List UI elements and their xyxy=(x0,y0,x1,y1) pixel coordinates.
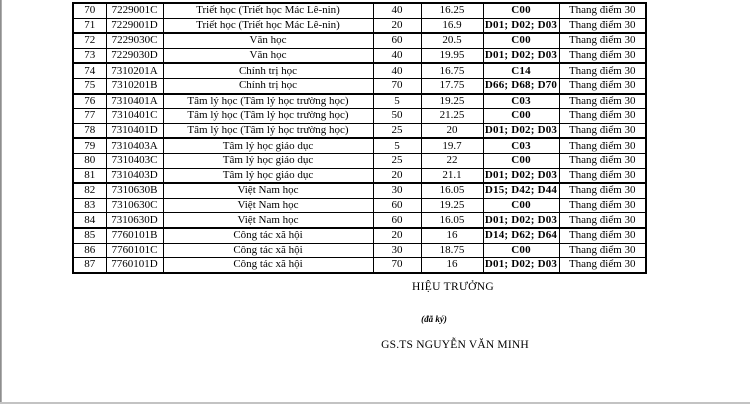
cell-major: Triết học (Triết học Mác Lê-nin) xyxy=(163,18,373,33)
table-row xyxy=(73,48,646,63)
cell-scale: Thang điểm 30 xyxy=(559,228,646,243)
cell-code: 7310401A xyxy=(106,94,163,109)
cell-major: Tâm lý học giáo dục xyxy=(163,153,373,168)
cell-score: 16 xyxy=(421,228,483,243)
cell-major: Tâm lý học giáo dục xyxy=(163,138,373,153)
cell-code: 7310401C xyxy=(106,109,163,124)
cell-code: 7310401D xyxy=(106,123,163,138)
cell-comb: C00 xyxy=(483,243,559,258)
cell-quota: 25 xyxy=(373,153,421,168)
cell-quota: 60 xyxy=(373,198,421,213)
cell-comb: D01; D02; D03 xyxy=(483,168,559,183)
cell-comb: D14; D62; D64 xyxy=(484,229,558,242)
cell-major: Việt Nam học xyxy=(163,183,373,198)
cell-score: 22 xyxy=(421,153,483,168)
cell-quota: 20 xyxy=(373,168,421,183)
cell-quota: 20 xyxy=(373,18,421,33)
cell-stt: 71 xyxy=(73,18,106,33)
cell-major: Việt Nam học xyxy=(163,198,373,213)
cell-scale: Thang điểm 30 xyxy=(559,198,646,213)
table-row xyxy=(73,153,646,168)
cell-scale: Thang điểm 30 xyxy=(559,168,646,183)
signed-note: (đã ký) xyxy=(421,314,447,324)
cell-score: 16.25 xyxy=(421,3,483,18)
cell-score: 19.25 xyxy=(421,94,483,109)
table-row xyxy=(73,168,646,183)
cell-quota: 50 xyxy=(373,109,421,124)
cell-score: 17.75 xyxy=(421,78,483,93)
cell-quota: 20 xyxy=(373,228,421,243)
cell-score: 16.9 xyxy=(421,18,483,33)
table-row xyxy=(73,258,646,273)
cell-score: 16.75 xyxy=(421,63,483,78)
cell-quota: 30 xyxy=(373,243,421,258)
cell-score: 18.75 xyxy=(421,243,483,258)
cell-major: Tâm lý học giáo dục xyxy=(163,168,373,183)
cell-major: Công tác xã hội xyxy=(163,258,373,273)
cell-comb: C03 xyxy=(483,138,559,153)
cell-quota: 40 xyxy=(373,3,421,18)
cell-scale: Thang điểm 30 xyxy=(559,63,646,78)
cell-quota: 40 xyxy=(373,48,421,63)
cell-stt: 81 xyxy=(73,168,106,183)
table-row xyxy=(73,94,646,109)
cell-major: Tâm lý học (Tâm lý học trường học) xyxy=(163,109,373,124)
cell-quota: 30 xyxy=(373,183,421,198)
table-row xyxy=(73,228,646,243)
cell-score: 20.5 xyxy=(421,33,483,48)
cell-code: 7310630B xyxy=(106,183,163,198)
cell-major: Tâm lý học (Tâm lý học trường học) xyxy=(163,123,373,138)
cell-code: 7760101D xyxy=(106,258,163,273)
cell-quota: 25 xyxy=(373,123,421,138)
cell-stt: 72 xyxy=(73,33,106,48)
cell-code: 7310630C xyxy=(106,198,163,213)
cell-code: 7310630D xyxy=(106,213,163,228)
cell-major: Văn học xyxy=(163,48,373,63)
cell-major: Văn học xyxy=(163,33,373,48)
cell-quota: 60 xyxy=(373,213,421,228)
cell-stt: 79 xyxy=(73,138,106,153)
cell-stt: 75 xyxy=(73,78,106,93)
cell-scale: Thang điểm 30 xyxy=(559,94,646,109)
cell-comb: C00 xyxy=(483,33,559,48)
cell-comb: D66; D68; D70 xyxy=(483,78,559,93)
table-row xyxy=(73,63,646,78)
table-row xyxy=(73,18,646,33)
cell-scale: Thang điểm 30 xyxy=(559,243,646,258)
cell-stt: 76 xyxy=(73,94,106,109)
cell-scale: Thang điểm 30 xyxy=(559,18,646,33)
cell-major: Công tác xã hội xyxy=(163,243,373,258)
cell-stt: 86 xyxy=(73,243,106,258)
cell-stt: 80 xyxy=(73,153,106,168)
table-row xyxy=(73,243,646,258)
cell-score: 21.25 xyxy=(421,109,483,124)
cell-scale: Thang điểm 30 xyxy=(559,258,646,273)
cell-comb: D01; D02; D03 xyxy=(483,18,559,33)
cell-stt: 74 xyxy=(73,63,106,78)
table-row xyxy=(73,138,646,153)
cell-score: 19.95 xyxy=(421,48,483,63)
cell-comb: C00 xyxy=(483,153,559,168)
cell-major: Tâm lý học (Tâm lý học trường học) xyxy=(163,94,373,109)
cell-score: 16.05 xyxy=(421,213,483,228)
cell-major: Việt Nam học xyxy=(163,213,373,228)
cell-score: 19.25 xyxy=(421,198,483,213)
cell-code: 7310403C xyxy=(106,153,163,168)
cell-major: Công tác xã hội xyxy=(163,228,373,243)
cell-comb: D01; D02; D03 xyxy=(483,213,559,228)
cell-comb: C14 xyxy=(483,63,559,78)
cell-score: 21.1 xyxy=(421,168,483,183)
cell-stt: 87 xyxy=(73,258,106,273)
cell-scale: Thang điểm 30 xyxy=(559,123,646,138)
cell-major: Triết học (Triết học Mác Lê-nin) xyxy=(163,3,373,18)
cell-score: 19.7 xyxy=(421,138,483,153)
cell-quota: 70 xyxy=(373,78,421,93)
cell-major: Chính trị học xyxy=(163,63,373,78)
cell-score: 20 xyxy=(421,123,483,138)
table-row xyxy=(73,109,646,124)
cell-scale: Thang điểm 30 xyxy=(559,213,646,228)
cell-comb: D01; D02; D03 xyxy=(483,48,559,63)
cell-code: 7310201B xyxy=(106,78,163,93)
table-row xyxy=(73,33,646,48)
cell-score: 16 xyxy=(421,258,483,273)
cell-code: 7760101B xyxy=(106,228,163,243)
cell-quota: 60 xyxy=(373,33,421,48)
cell-quota: 5 xyxy=(373,138,421,153)
table-row xyxy=(73,3,646,18)
cell-stt: 83 xyxy=(73,198,106,213)
cell-quota: 5 xyxy=(373,94,421,109)
cell-comb: D15; D42; D44 xyxy=(484,184,558,197)
cell-code: 7229030D xyxy=(106,48,163,63)
cell-scale: Thang điểm 30 xyxy=(559,3,646,18)
cell-code: 7760101C xyxy=(106,243,163,258)
cell-stt: 82 xyxy=(73,183,106,198)
cell-scale: Thang điểm 30 xyxy=(559,33,646,48)
cell-code: 7229030C xyxy=(106,33,163,48)
cell-major: Chính trị học xyxy=(163,78,373,93)
cell-comb: C03 xyxy=(483,94,559,109)
table-row xyxy=(73,183,646,198)
table-row xyxy=(73,198,646,213)
cell-stt: 77 xyxy=(73,109,106,124)
cell-comb: C00 xyxy=(483,3,559,18)
table-row xyxy=(73,78,646,93)
admission-score-table xyxy=(72,2,647,274)
cell-scale: Thang điểm 30 xyxy=(559,48,646,63)
signer-name: GS.TS NGUYỄN VĂN MINH xyxy=(381,339,529,351)
cell-comb: C00 xyxy=(483,109,559,124)
cell-scale: Thang điểm 30 xyxy=(559,153,646,168)
cell-code: 7310201A xyxy=(106,63,163,78)
table-row xyxy=(73,213,646,228)
cell-scale: Thang điểm 30 xyxy=(559,78,646,93)
cell-comb: C00 xyxy=(483,198,559,213)
table-row xyxy=(73,123,646,138)
score-table-body xyxy=(73,3,646,273)
cell-comb: D01; D02; D03 xyxy=(483,258,559,273)
cell-code: 7229001C xyxy=(106,3,163,18)
cell-code: 7310403D xyxy=(106,168,163,183)
cell-scale: Thang điểm 30 xyxy=(559,183,646,198)
cell-stt: 85 xyxy=(73,228,106,243)
cell-score: 16.05 xyxy=(421,183,483,198)
cell-scale: Thang điểm 30 xyxy=(559,109,646,124)
cell-quota: 70 xyxy=(373,258,421,273)
window-left-edge xyxy=(0,0,2,404)
signature-title: HIỆU TRƯỞNG xyxy=(412,281,494,293)
cell-comb: D01; D02; D03 xyxy=(483,123,559,138)
cell-stt: 78 xyxy=(73,123,106,138)
cell-stt: 73 xyxy=(73,48,106,63)
cell-quota: 40 xyxy=(373,63,421,78)
cell-stt: 70 xyxy=(73,3,106,18)
cell-scale: Thang điểm 30 xyxy=(559,138,646,153)
cell-code: 7229001D xyxy=(106,18,163,33)
cell-stt: 84 xyxy=(73,213,106,228)
cell-code: 7310403A xyxy=(106,138,163,153)
